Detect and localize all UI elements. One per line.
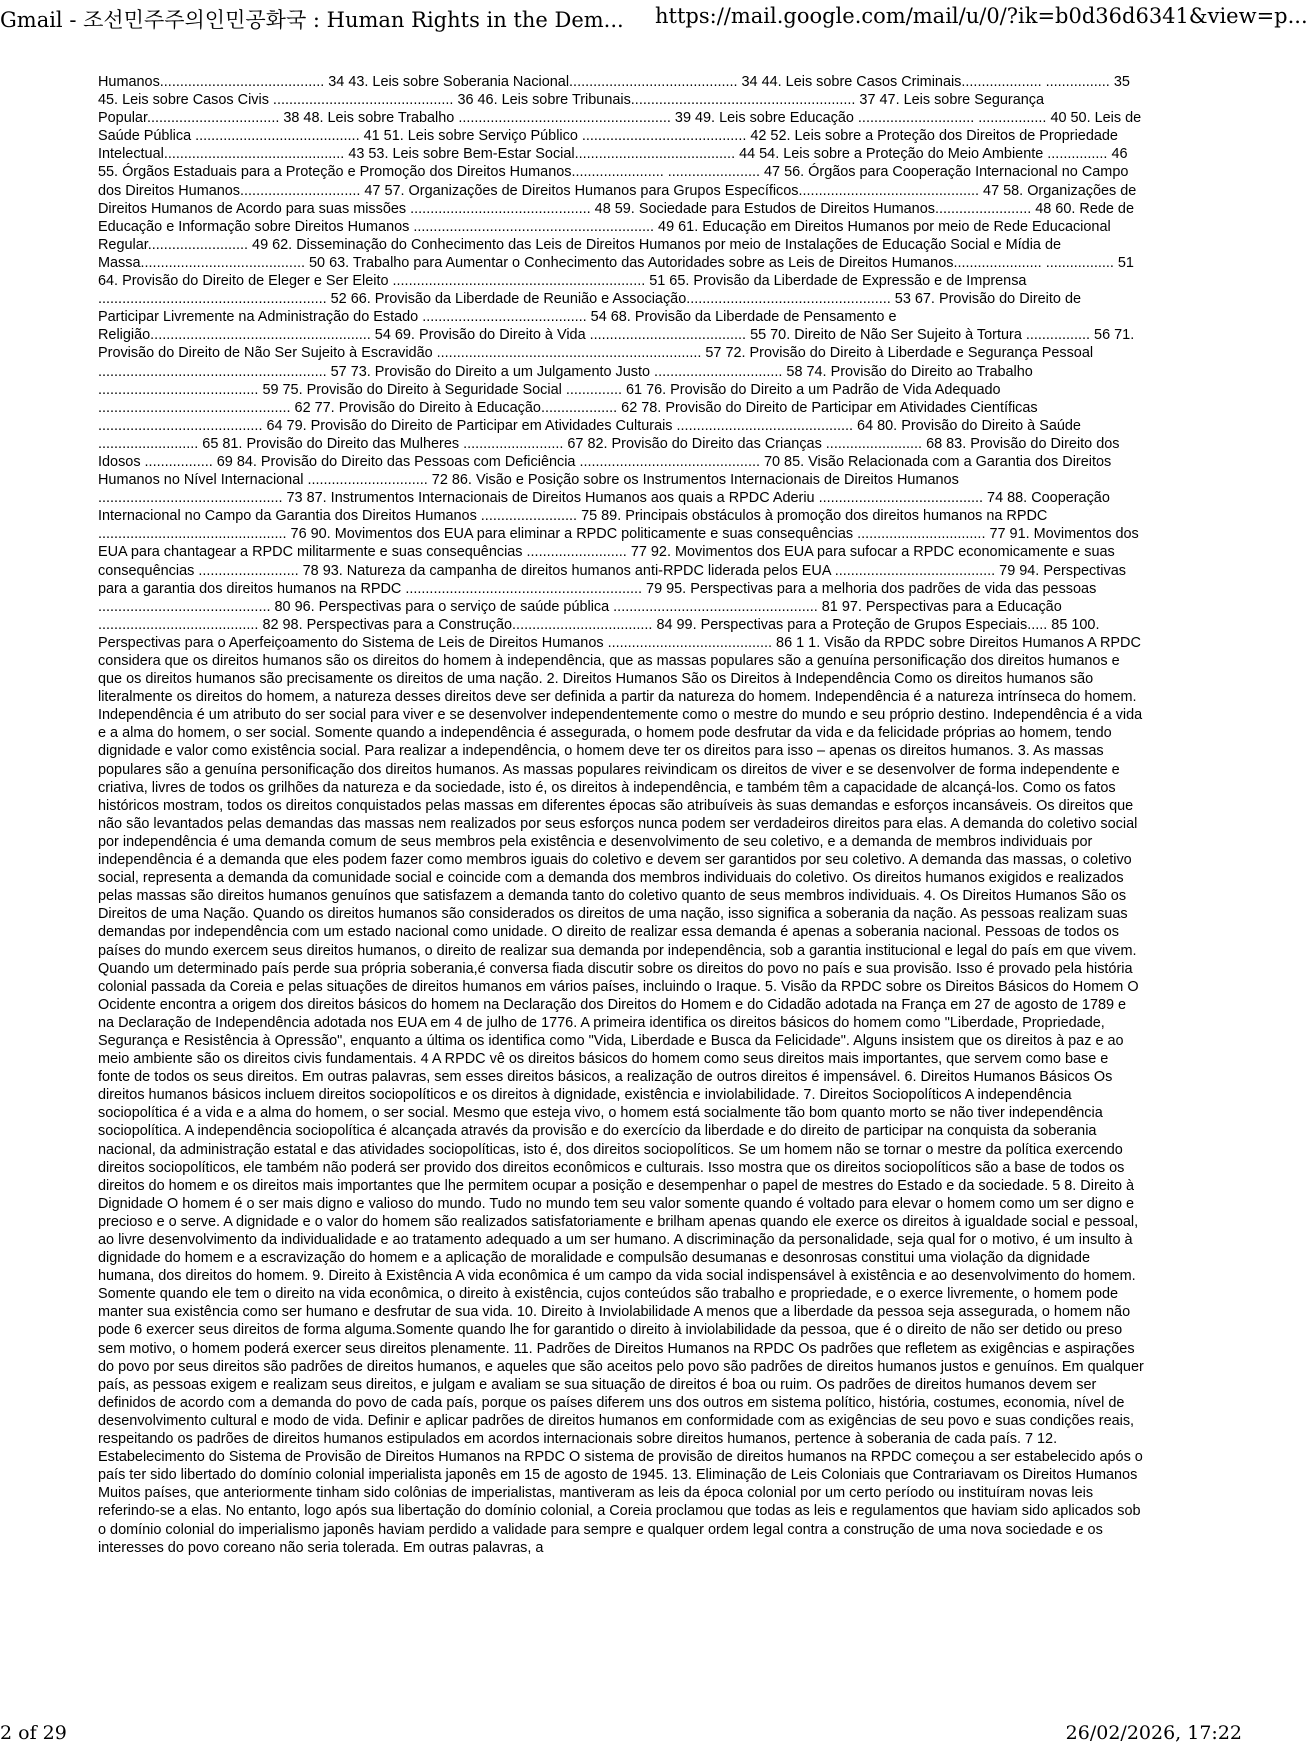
print-footer bbox=[0, 1722, 1242, 1752]
body-text: Humanos......................................... 34 43. Leis sobre Soberania Nacional.......................................... 34 44. Leis sobre Casos Criminais.................... ................ 35 45. Leis sobre Casos Civis ............................................. 36 46. Leis sobre Tribunais........................................................ 37 47. Leis sobre Segurança Popular................................. 38 48. Leis sobre Trabalho ..................................................... 39 49. Leis sobre Educação ............................. ................. 40 50. Leis de Saúde Pública ......................................... 41 51. Leis sobre Serviço Público ......................................... 42 52. Leis sobre a Proteção dos Direitos de Propriedade Intelectual............................................. 43 53. Leis sobre Bem-Estar Social........................................ 44 54. Leis sobre a Proteção do Meio Ambiente ............... 46 55. Órgãos Estaduais para a Proteção e Promoção dos Direitos Humanos....................... ....................... 47 56. Órgãos para Cooperação Internacional no Campo dos Direitos Humanos.............................. 47 57. Organizações de Direitos Humanos para Grupos Específicos............................................. 47 58. Organizações de Direitos Humanos de Acordo para suas missões ............................................. 48 59. Sociedade para Estudos de Direitos Humanos........................ 48 60. Rede de Educação e Informação sobre Direitos Humanos ............................................................ 49 61. Educação em Direitos Humanos por meio de Rede Educacional Regular......................... 49 62. Disseminação do Conhecimento das Leis de Direitos Humanos por meio de Instalações de Educação Social e Mídia de Massa......................................... 50 63. Trabalho para Aumentar o Conhecimento das Autoridades sobre as Leis de Direitos Humanos...................... ................. 51 64. Provisão do Direito de Eleger e Ser Eleito ............................................................... 51 65. Provisão da Liberdade de Expressão e de Imprensa ......................................................... 52 66. Provisão da Liberdade de Reunião e Associação................................................... 53 67. Provisão do Direito de Participar Livremente na Administração do Estado ......................................... 54 68. Provisão da Liberdade de Pensamento e Religião....................................................... 54 69. Provisão do Direito à Vida ....................................... 55 70. Direito de Não Ser Sujeito à Tortura ................ 56 71. Provisão do Direito de Não Ser Sujeito à Escravidão .................................................................. 57 72. Provisão do Direito à Liberdade e Segurança Pessoal ......................................................... 57 73. Provisão do Direito a um Julgamento Justo ................................ 58 74. Provisão do Direito ao Trabalho ........................................ 59 75. Provisão do Direito à Seguridade Social .............. 61 76. Provisão do Direito a um Padrão de Vida Adequado ................................................ 62 77. Provisão do Direito à Educação................... 62 78. Provisão do Direito de Participar em Atividades Científicas ......................................... 64 79. Provisão do Direito de Participar em Atividades Culturais ............................................ 64 80. Provisão do Direito à Saúde ......................... 65 81. Provisão do Direito das Mulheres ......................... 67 82. Provisão do Direito das Crianças ........................ 68 83. Provisão do Direito dos Idosos ................. 69 84. Provisão do Direito das Pessoas com Deficiência ............................................. 70 85. Visão Relacionada com a Garantia dos Direitos Humanos no Nível Internacional .............................. 72 86. Visão e Posição sobre os Instrumentos Internacionais de Direitos Humanos .............................................. 73 87. Instrumentos Internacionais de Direitos Humanos aos quais a RPDC Aderiu ......................................... 74 88. Cooperação Internacional no Campo da Garantia dos Direitos Humanos ........................ 75 89. Principais obstáculos à promoção dos direitos humanos na RPDC ............................................... 76 90. Movimentos dos EUA para eliminar a RPDC politicamente e suas consequências ................................ 77 91. Movimentos dos EUA para chantagear a RPDC militarmente e suas consequências ......................... 77 92. Movimentos dos EUA para sufocar a RPDC economicamente e suas consequências ......................... 78 93. Natureza da campanha de direitos humanos anti-RPDC liderada pelos EUA ........................................ 79 94. Perspectivas para a garantia dos direitos humanos na RPDC ........................................................... 79 95. Perspectivas para a melhoria dos padrões de vida das pessoas ........................................... 80 96. Perspectivas para o serviço de saúde pública ................................................... 81 97. Perspectivas para a Educação ........................................ 82 98. Perspectivas para a Construção................................... 84 99. Perspectivas para a Proteção de Grupos Especiais..... 85 100. Perspectivas para o Aperfeiçoamento do Sistema de Leis de Direitos Humanos ......................................... 86 1 1. Visão da RPDC sobre Direitos Humanos A RPDC considera que os direitos humanos são os direitos do homem à independência, que as massas populares são a genuína personificação dos direitos humanos e que os direitos humanos são precisamente os direitos de uma nação. 2. Direitos Humanos São os Direitos à Independência Como os direitos humanos são literalmente os direitos do homem, a natureza desses direitos deve ser definida a partir da natureza do homem. Independência é a natureza intrínseca do homem. Independência é um atributo do ser social para viver e se desenvolver independentemente como o mestre do mundo e seu próprio destino. Independência é a vida e a alma do homem, o ser social. Somente quando a independência é assegurada, o homem pode desfrutar da vida e da felicidade próprias ao homem, tendo dignidade e valor como existência social. Para realizar a independência, o homem deve ter os direitos para isso – apenas os direitos humanos. 3. As massas populares são a genuína personificação dos direitos humanos. As massas populares reivindicam os direitos de viver e se desenvolver de forma independente e criativa, livres de todos os grilhões da natureza e da sociedade, isto é, os direitos à independência, e também têm a capacidade de alcançá-los. Como os fatos históricos mostram, todos os direitos conquistados pelas massas em diferentes épocas são atribuíveis às suas demandas e esforços incansáveis. Os direitos que não são levantados pelas demandas das massas nem realizados por seus esforços nunca podem ser verdadeiros direitos para elas. A demanda do coletivo social por independência é uma demanda comum de seus membros pela existência e desenvolvimento de seu coletivo, e a demanda de membros individuais por independência é a demanda que eles podem fazer como membros iguais do coletivo e devem ser garantidos por seu coletivo. A demanda das massas, o coletivo social, representa a demanda da comunidade social e coincide com a demanda dos membros individuais do coletivo. Os direitos humanos exigidos e realizados pelas massas são direitos humanos genuínos que satisfazem a demanda tanto do coletivo quanto de seus membros individuais. 4. Os Direitos Humanos São os Direitos de uma Nação. Quando os direitos humanos são considerados os direitos de uma nação, isso significa a soberania da nação. As pessoas realizam suas demandas por independência com um estado nacional como unidade. O direito de realizar essa demanda é apenas a soberania nacional. Pessoas de todos os países do mundo exercem seus direitos humanos, o direito de realizar sua demanda por independência, sob a garantia institucional e legal do país em que vivem. Quando um determinado país perde sua própria soberania,é conversa fiada discutir sobre os direitos do povo no país e sua provisão. Isso é provado pela história colonial passada da Coreia e pelas situações de direitos humanos em vários países, incluindo o Iraque. 5. Visão da RPDC sobre os Direitos Básicos do Homem O Ocidente encontra a origem dos direitos básicos do homem na Declaração dos Direitos do Homem e do Cidadão adotada na França em 27 de agosto de 1789 e na Declaração de Independência adotada nos EUA em 4 de julho de 1776. A primeira identifica os direitos básicos do homem como "Liberdade, Propriedade, Segurança e Resistência à Opressão", enquanto a última os identifica como "Vida, Liberdade e Busca da Felicidade". Alguns insistem que os direitos à paz e ao meio ambiente são os direitos civis fundamentais. 4 A RPDC vê os direitos básicos do homem como seus direitos mais importantes, que servem como base e fonte de todos os seus direitos. Em outras palavras, sem esses direitos básicos, a realização de outros direitos é impensável. 6. Direitos Humanos Básicos Os direitos humanos básicos incluem direitos sociopolíticos e os direitos à dignidade, existência e inviolabilidade. 7. Direitos Sociopolíticos A independência sociopolítica é a vida e a alma do homem, o ser social. Mesmo que esteja vivo, o homem está socialmente tão bom quanto morto se não tiver independência sociopolítica. A independência sociopolítica é alcançada através da provisão e do exercício da liberdade e do direito de participar na conquista da soberania nacional, da administração estatal e das atividades sociopolíticas, isto é, dos direitos sociopolíticos. Se um homem não se tornar o mestre da política exercendo direitos sociopolíticos, ele também não poderá ser provido dos direitos econômicos e culturais. Isso mostra que os direitos sociopolíticos são a base de todos os direitos do homem e os direitos mais importantes que lhe permitem ocupar a posição e desempenhar o papel de mestres do Estado e da sociedade. 5 8. Direito à Dignidade O homem é o ser mais digno e valioso do mundo. Tudo no mundo tem seu valor somente quando é voltado para elevar o homem como um ser digno e precioso e o serve. A dignidade e o valor do homem são realizados satisfatoriamente e brilham apenas quando ele exerce os direitos à igualdade social e pessoal, ao livre desenvolvimento da individualidade e ao tratamento adequado a um ser humano. A discriminação da personalidade, seja qual for o motivo, é um insulto à dignidade do homem e a escravização do homem e a aplicação de moralidade e compulsão desumanas e desonrosas constitui uma violação da dignidade humana, dos direitos do homem. 9. Direito à Existência A vida econômica é um campo da vida social indispensável à existência e ao desenvolvimento do homem. Somente quando ele tem o direito na vida econômica, o direito à existência, cujos conteúdos são trabalho e propriedade, e o exerce livremente, o homem pode manter sua existência como ser humano e desfrutar de sua vida. 10. Direito à Inviolabilidade A menos que a liberdade da pessoa seja assegurada, o homem não pode 6 exercer seus direitos de forma alguma.Somente quando lhe for garantido o direito à inviolabilidade da pessoa, que é o direito de não ser detido ou preso sem motivo, o homem poderá exercer seus direitos plenamente. 11. Padrões de Direitos Humanos na RPDC Os padrões que refletem as exigências e aspirações do povo por seus direitos são padrões de direitos humanos, e aqueles que são aceitos pelo povo são padrões de direitos humanos justos e genuínos. Em qualquer país, as pessoas exigem e realizam seus direitos, e julgam e avaliam se sua situação de direitos é boa ou ruim. Os padrões de direitos humanos devem ser definidos de acordo com a demanda do povo de cada país, porque os países diferem uns dos outros em sistema político, história, costumes, economia, nível de desenvolvimento cultural e modo de vida. Definir e aplicar padrões de direitos humanos em conformidade com as exigências de seu povo e suas condições reais, respeitando os padrões de direitos humanos estipulados em acordos internacionais sobre direitos humanos, pertence à soberania de cada país. 7 12. Estabelecimento do Sistema de Provisão de Direitos Humanos na RPDC O sistema de provisão de direitos humanos na RPDC começou a ser estabelecido após o país ter sido libertado do domínio colonial imperialista japonês em 15 de agosto de 1945. 13. Eliminação de Leis Coloniais que Contrariavam os Direitos Humanos Muitos países, que anteriormente tinham sido colônias de imperialistas, mantiveram as leis da época colonial por um certo período ou instituíram novas leis referindo-se a elas. No entanto, logo após sua libertação do domínio colonial, a Coreia proclamou que todas as leis e regulamentos que haviam sido aplicados sob o domínio colonial do imperialismo japonês haviam perdido a validade para sempre e qualquer ordem legal contra a construção de uma nova sociedade e os interesses do povo coreano não seria tolerada. Em outras palavras, a bbox=[98, 74, 1144, 1556]
page-number: 2 of 29 bbox=[0, 1722, 67, 1744]
page-url: https://mail.google.com/mail/u/0/?ik=b0d36d6341&view=p... bbox=[655, 4, 1308, 28]
page-title: Gmail - 조선민주주의인민공화국 : Human Rights in the Dem... bbox=[0, 8, 624, 32]
print-datetime: 26/02/2026, 17:22 bbox=[1065, 1722, 1242, 1744]
print-header bbox=[0, 0, 1308, 40]
document-body bbox=[98, 73, 1144, 1663]
